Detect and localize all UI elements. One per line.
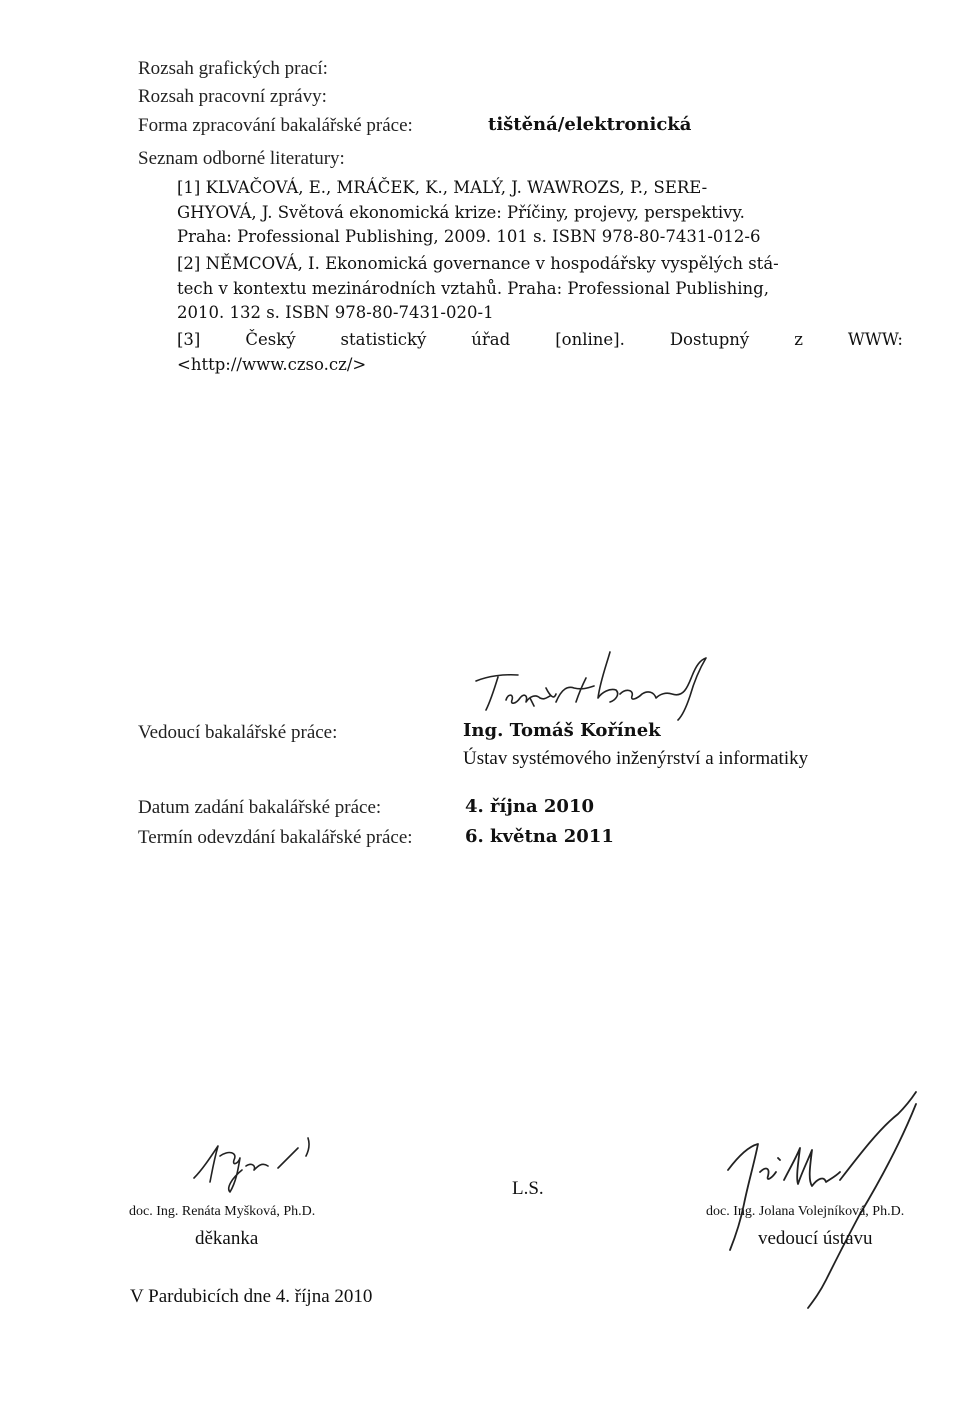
reference-word: WWW: <box>847 330 903 349</box>
department-head-name: doc. Ing. Jolana Volejníková, Ph.D. <box>706 1204 905 1219</box>
reference-word: Český <box>245 330 296 349</box>
supervisor-name: Ing. Tomáš Kořínek <box>463 720 661 741</box>
reference-2 <box>177 252 903 326</box>
reference-url: <http://www.czso.cz/> <box>177 354 367 374</box>
reference-word: statistický <box>340 330 427 349</box>
reference-line: GHYOVÁ, J. Světová ekonomická krize: Příčiny, projevy, perspektivy. <box>177 202 745 222</box>
forma-label: Forma zpracování bakalářské práce: <box>138 115 413 136</box>
rozsah-grafickych-label: Rozsah grafických prací: <box>138 58 328 79</box>
forma-value: tištěná/elektronická <box>488 114 692 135</box>
dean-title: děkanka <box>195 1228 259 1249</box>
reference-line: tech v kontextu mezinárodních vztahů. Praha: Professional Publishing, <box>177 278 769 298</box>
supervisor-department: Ústav systémového inženýrství a informatiky <box>463 748 809 769</box>
seznam-label: Seznam odborné literatury: <box>138 148 345 169</box>
reference-word: [online]. <box>555 330 625 349</box>
reference-3 <box>177 328 903 377</box>
zadani-label: Datum zadání bakalářské práce: <box>138 797 382 818</box>
dean-name: doc. Ing. Renáta Myšková, Ph.D. <box>129 1204 316 1219</box>
reference-word: Dostupný <box>669 330 750 349</box>
reference-1 <box>177 176 903 250</box>
rozsah-zpravy-label: Rozsah pracovní zprávy: <box>138 86 327 107</box>
reference-line <box>177 328 903 353</box>
odevzdani-value: 6. května 2011 <box>465 826 614 847</box>
reference-word: úřad <box>471 330 511 349</box>
reference-line: 2010. 132 s. ISBN 978-80-7431-020-1 <box>177 303 494 322</box>
ls-stamp-mark: L.S. <box>512 1178 544 1199</box>
reference-line: [2] NĚMCOVÁ, I. Ekonomická governance v hospodářsky vyspělých stá- <box>177 254 779 273</box>
department-head-signature <box>700 1084 930 1314</box>
place-date: V Pardubicích dne 4. října 2010 <box>130 1286 373 1307</box>
department-head-title: vedoucí ústavu <box>758 1228 873 1249</box>
reference-word: [3] <box>177 330 201 349</box>
reference-line: Praha: Professional Publishing, 2009. 101 s. ISBN 978-80-7431-012-6 <box>177 227 761 246</box>
supervisor-label: Vedoucí bakalářské práce: <box>138 722 338 743</box>
odevzdani-label: Termín odevzdání bakalářské práce: <box>138 827 413 848</box>
zadani-value: 4. října 2010 <box>465 796 595 817</box>
reference-word: z <box>794 330 803 349</box>
reference-line: [1] KLVAČOVÁ, E., MRÁČEK, K., MALÝ, J. WAWROZS, P., SERE- <box>177 178 708 197</box>
dean-signature <box>188 1128 328 1198</box>
